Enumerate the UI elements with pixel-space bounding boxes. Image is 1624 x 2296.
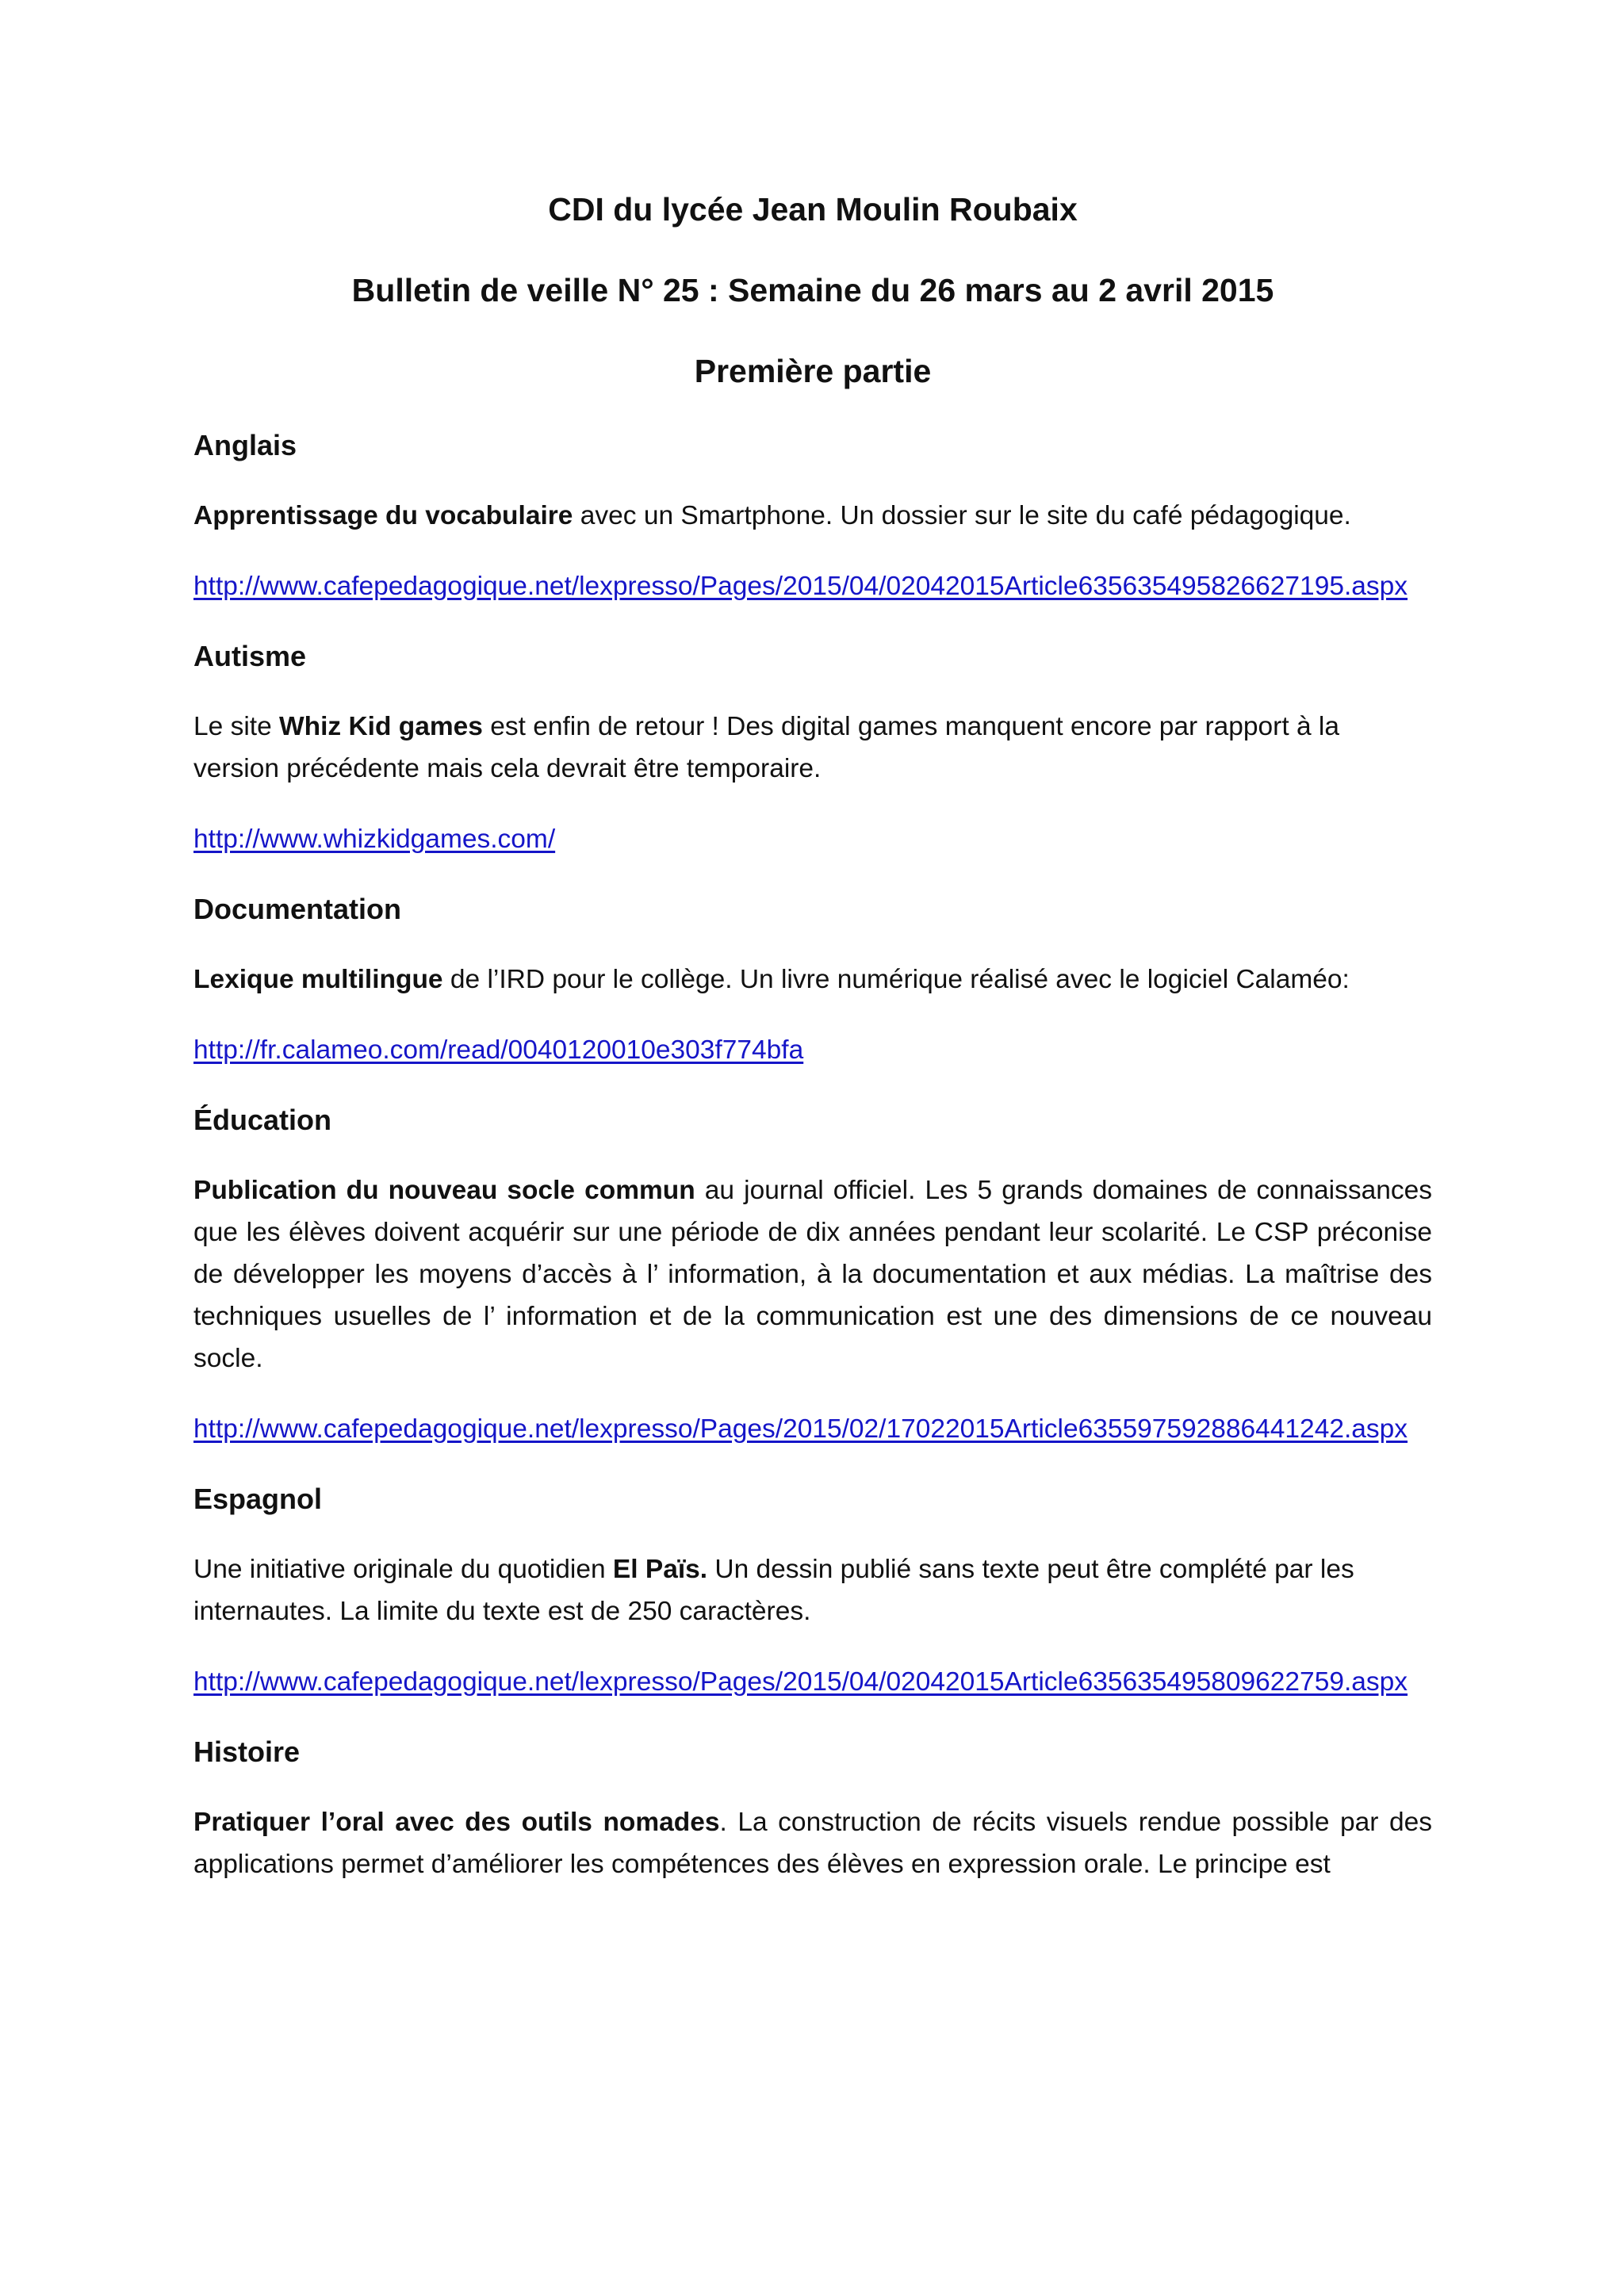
- section-paragraph: [193, 959, 1432, 1001]
- article-link[interactable]: http://www.cafepedagogique.net/lexpresso/Pages/2015/02/17022015Article635597592886441242.aspx: [193, 1414, 1408, 1444]
- document-body: [193, 187, 1432, 1914]
- section-heading: Espagnol: [193, 1483, 323, 1515]
- section-heading: Autisme: [193, 640, 307, 672]
- bulletin-title: Bulletin de veille N° 25 : Semaine du 26 mars au 2 avril 2015: [351, 272, 1274, 308]
- section-heading: Éducation: [193, 1104, 332, 1136]
- section-heading: Documentation: [193, 893, 402, 925]
- section-paragraph: [193, 495, 1432, 537]
- paragraph-text: avec un Smartphone. Un dossier sur le site du café pédagogique.: [573, 501, 1351, 530]
- section-paragraph: [193, 1169, 1432, 1380]
- section-education: [193, 1100, 1432, 1450]
- paragraph-text: de l’IRD pour le collège. Un livre numérique réalisé avec le logiciel Calaméo:: [442, 965, 1350, 994]
- bold-phrase: Publication du nouveau socle commun: [193, 1176, 695, 1205]
- calameo-link[interactable]: http://fr.calameo.com/read/0040120010e303f774bfa: [193, 1035, 804, 1065]
- section-heading: Anglais: [193, 429, 297, 461]
- bold-phrase: Whiz Kid games: [279, 712, 483, 741]
- section-paragraph: [193, 1548, 1432, 1632]
- section-anglais: [193, 425, 1432, 607]
- section-paragraph: [193, 1801, 1432, 1885]
- bold-phrase: Lexique multilingue: [193, 965, 443, 994]
- website-link[interactable]: http://www.whizkidgames.com/: [193, 825, 556, 854]
- paragraph-text: Une initiative originale du quotidien: [193, 1555, 613, 1584]
- paragraph-text: Un dessin publié sans texte peut être complété par les internautes. La limite du texte est de 250 caractères.: [193, 1555, 1354, 1626]
- section-histoire: [193, 1732, 1432, 1885]
- paragraph-text: Le site: [193, 712, 280, 741]
- paragraph-text: au journal officiel. Les 5 grands domaines de connaissances que les élèves doivent acquérir sur une période de dix années pendant leur scolarité. Le CSP préconise de développer les moyens d’accès à l’ information, à la documentation et aux médias. La maîtrise des techniques usuelles de l’ information et de la communication est une des dimensions de ce nouveau socle.: [193, 1176, 1433, 1373]
- section-espagnol: [193, 1479, 1432, 1703]
- bold-phrase: Pratiquer l’oral avec des outils nomades: [193, 1808, 720, 1837]
- section-heading: Histoire: [193, 1735, 301, 1768]
- document-title: CDI du lycée Jean Moulin Roubaix: [548, 191, 1078, 228]
- section-documentation: [193, 889, 1432, 1071]
- article-link[interactable]: http://www.cafepedagogique.net/lexpresso/Pages/2015/04/02042015Article635635495809622759.aspx: [193, 1667, 1408, 1697]
- section-autisme: [193, 636, 1432, 860]
- paragraph-text: . La construction de récits visuels rendue possible par des applications permet d’améliorer les compétences des élèves en expression orale. Le principe est: [193, 1808, 1432, 1879]
- article-link[interactable]: http://www.cafepedagogique.net/lexpresso/Pages/2015/04/02042015Article635635495826627195.aspx: [193, 572, 1408, 601]
- part-title: Première partie: [694, 353, 932, 389]
- bold-phrase: El Païs.: [612, 1555, 708, 1584]
- paragraph-text: est enfin de retour ! Des digital games manquent encore par rapport à la version précédente mais cela devrait être temporaire.: [193, 712, 1339, 783]
- bold-phrase: Apprentissage du vocabulaire: [193, 501, 573, 530]
- section-paragraph: [193, 706, 1432, 790]
